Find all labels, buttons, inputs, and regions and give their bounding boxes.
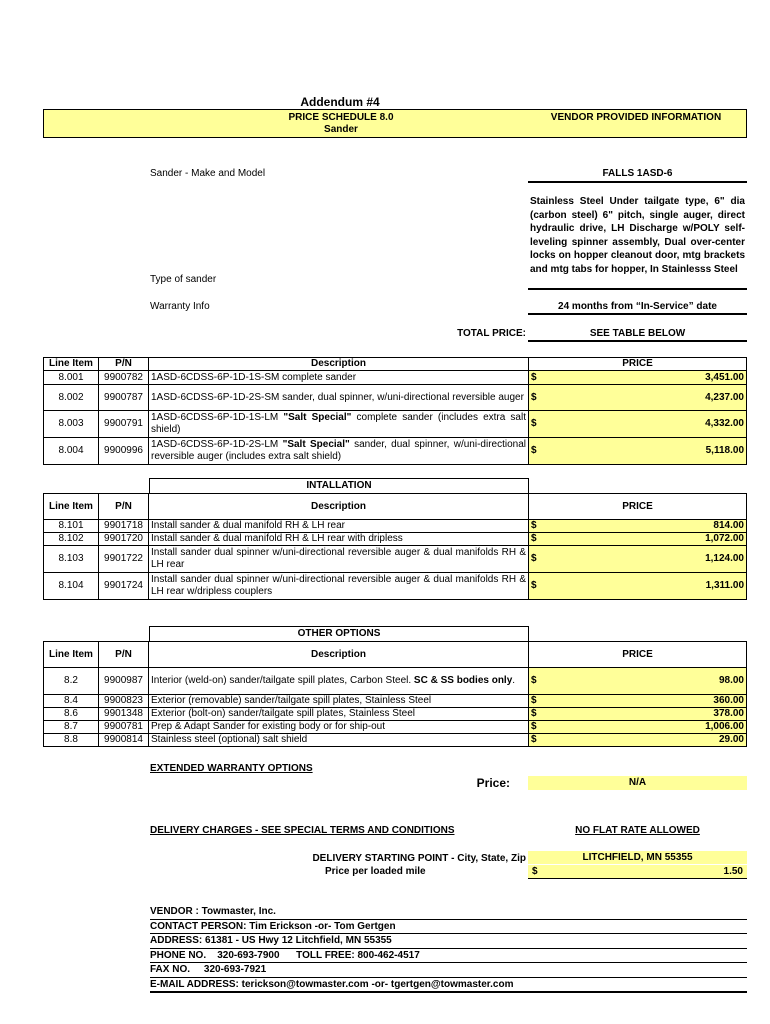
table-row: 8.6 9901348 Exterior (bolt-on) sander/tailgate spill plates, Stainless Steel $ 378.00 <box>44 708 747 721</box>
warranty-value: 24 months from “In-Service” date <box>558 301 717 312</box>
make-value: FALLS 1ASD-6 <box>602 168 673 179</box>
table-row: 8.101 9901718 Install sander & dual manifold RH & LH rear $ 814.00 <box>44 520 747 533</box>
other-options-title: OTHER OPTIONS <box>149 626 529 642</box>
vendor-block <box>150 905 747 993</box>
page-title: Addendum #4 <box>300 95 380 109</box>
col-price: PRICE <box>529 494 747 520</box>
divider <box>528 181 747 183</box>
table-row: 8.2 9900987 Interior (weld-on) sander/tailgate spill plates, Carbon Steel. SC & SS bodies only. $ 98.00 <box>44 668 747 695</box>
table-row: 8.004 9900996 1ASD-6CDSS-6P-1D-2S-LM "Salt Special" sander, dual spinner, w/uni-directional reversible auger (includes extra salt shield) $ 5,118.00 <box>44 438 747 465</box>
col-price: PRICE <box>529 642 747 668</box>
table-row: 8.002 9900787 1ASD-6CDSS-6P-1D-2S-SM sander, dual spinner, w/uni-directional reversible auger $ 4,237.00 <box>44 385 747 411</box>
sander-type-label: Type of sander <box>150 274 217 285</box>
vendor-phone: PHONE NO. 320-693-7900 TOLL FREE: 800-462-4517 <box>150 949 747 964</box>
table-row: 8.104 9901724 Install sander dual spinner w/uni-directional reversible auger & dual manifolds RH & LH rear w/dripless couplers $ 1,311.00 <box>44 573 747 600</box>
flat-rate-note: NO FLAT RATE ALLOWED <box>575 825 700 836</box>
schedule-header <box>43 109 747 138</box>
col-line-item: Line Item <box>44 642 99 668</box>
table-row: 8.102 9901720 Install sander & dual manifold RH & LH rear with dripless $ 1,072.00 <box>44 533 747 546</box>
col-description: Description <box>149 642 529 668</box>
col-pn: P/N <box>99 358 149 371</box>
divider <box>528 288 747 290</box>
vendor-info-heading: VENDOR PROVIDED INFORMATION <box>550 112 722 123</box>
delivery-start-value: LITCHFIELD, MN 55355 <box>528 851 747 864</box>
table-row: 8.8 9900814 Stainless steel (optional) salt shield $ 29.00 <box>44 734 747 747</box>
vendor-contact: CONTACT PERSON: Tim Erickson -or- Tom Gertgen <box>150 920 747 935</box>
per-mile-label: Price per loaded mile <box>325 866 426 877</box>
col-line-item: Line Item <box>44 494 99 520</box>
vendor-address: ADDRESS: 61381 - US Hwy 12 Litchfield, MN 55355 <box>150 934 747 949</box>
other-options-table <box>43 641 747 747</box>
make-label: Sander - Make and Model <box>150 168 266 179</box>
vendor-fax: FAX NO. 320-693-7921 <box>150 963 747 978</box>
delivery-title: DELIVERY CHARGES - SEE SPECIAL TERMS AND CONDITIONS <box>150 825 455 836</box>
total-price-value: SEE TABLE BELOW <box>589 328 686 339</box>
col-description: Description <box>149 494 529 520</box>
warranty-price-label: Price: <box>476 776 510 790</box>
col-pn: P/N <box>99 642 149 668</box>
vendor-email: E-MAIL ADDRESS: terickson@towmaster.com -or- tgertgen@towmaster.com <box>150 978 747 994</box>
warranty-price-value: N/A <box>528 776 747 790</box>
delivery-start-label: DELIVERY STARTING POINT - City, State, Zip <box>312 853 526 864</box>
installation-table <box>43 493 747 600</box>
vendor-name: VENDOR : Towmaster, Inc. <box>150 905 747 920</box>
extended-warranty-title: EXTENDED WARRANTY OPTIONS <box>150 763 313 774</box>
divider <box>528 340 747 342</box>
divider <box>528 313 747 315</box>
warranty-label: Warranty Info <box>150 301 210 312</box>
per-mile-value: $ 1.50 <box>528 865 747 879</box>
table-row: 8.103 9901722 Install sander dual spinner w/uni-directional reversible auger & dual manifolds RH & LH rear $ 1,124.00 <box>44 546 747 573</box>
sander-price-table <box>43 357 747 465</box>
table-row: 8.7 9900781 Prep & Adapt Sander for existing body or for ship-out $ 1,006.00 <box>44 721 747 734</box>
table-row: 8.4 9900823 Exterior (removable) sander/tailgate spill plates, Stainless Steel $ 360.00 <box>44 695 747 708</box>
col-line-item: Line Item <box>44 358 99 371</box>
col-description: Description <box>149 358 529 371</box>
sander-type-value: Stainless Steel Under tailgate type, 6" dia (carbon steel) 6" pitch, single auger, direct hydraulic drive, LH Discharge w/POLY self-leveling spinner assembly, Dual over-center locks on hopper cleanout door, mtg brackets and mtg tabs for hopper, In Stainlesss Steel <box>530 196 745 275</box>
installation-title: INTALLATION <box>149 478 529 494</box>
col-pn: P/N <box>99 494 149 520</box>
col-price: PRICE <box>529 358 747 371</box>
schedule-title: PRICE SCHEDULE 8.0 Sander <box>288 112 394 135</box>
table-row: 8.003 9900791 1ASD-6CDSS-6P-1D-1S-LM "Salt Special" complete sander (includes extra salt shield) $ 4,332.00 <box>44 411 747 438</box>
total-price-label: TOTAL PRICE: <box>457 328 526 339</box>
table-row: 8.001 9900782 1ASD-6CDSS-6P-1D-1S-SM complete sander $ 3,451.00 <box>44 371 747 385</box>
